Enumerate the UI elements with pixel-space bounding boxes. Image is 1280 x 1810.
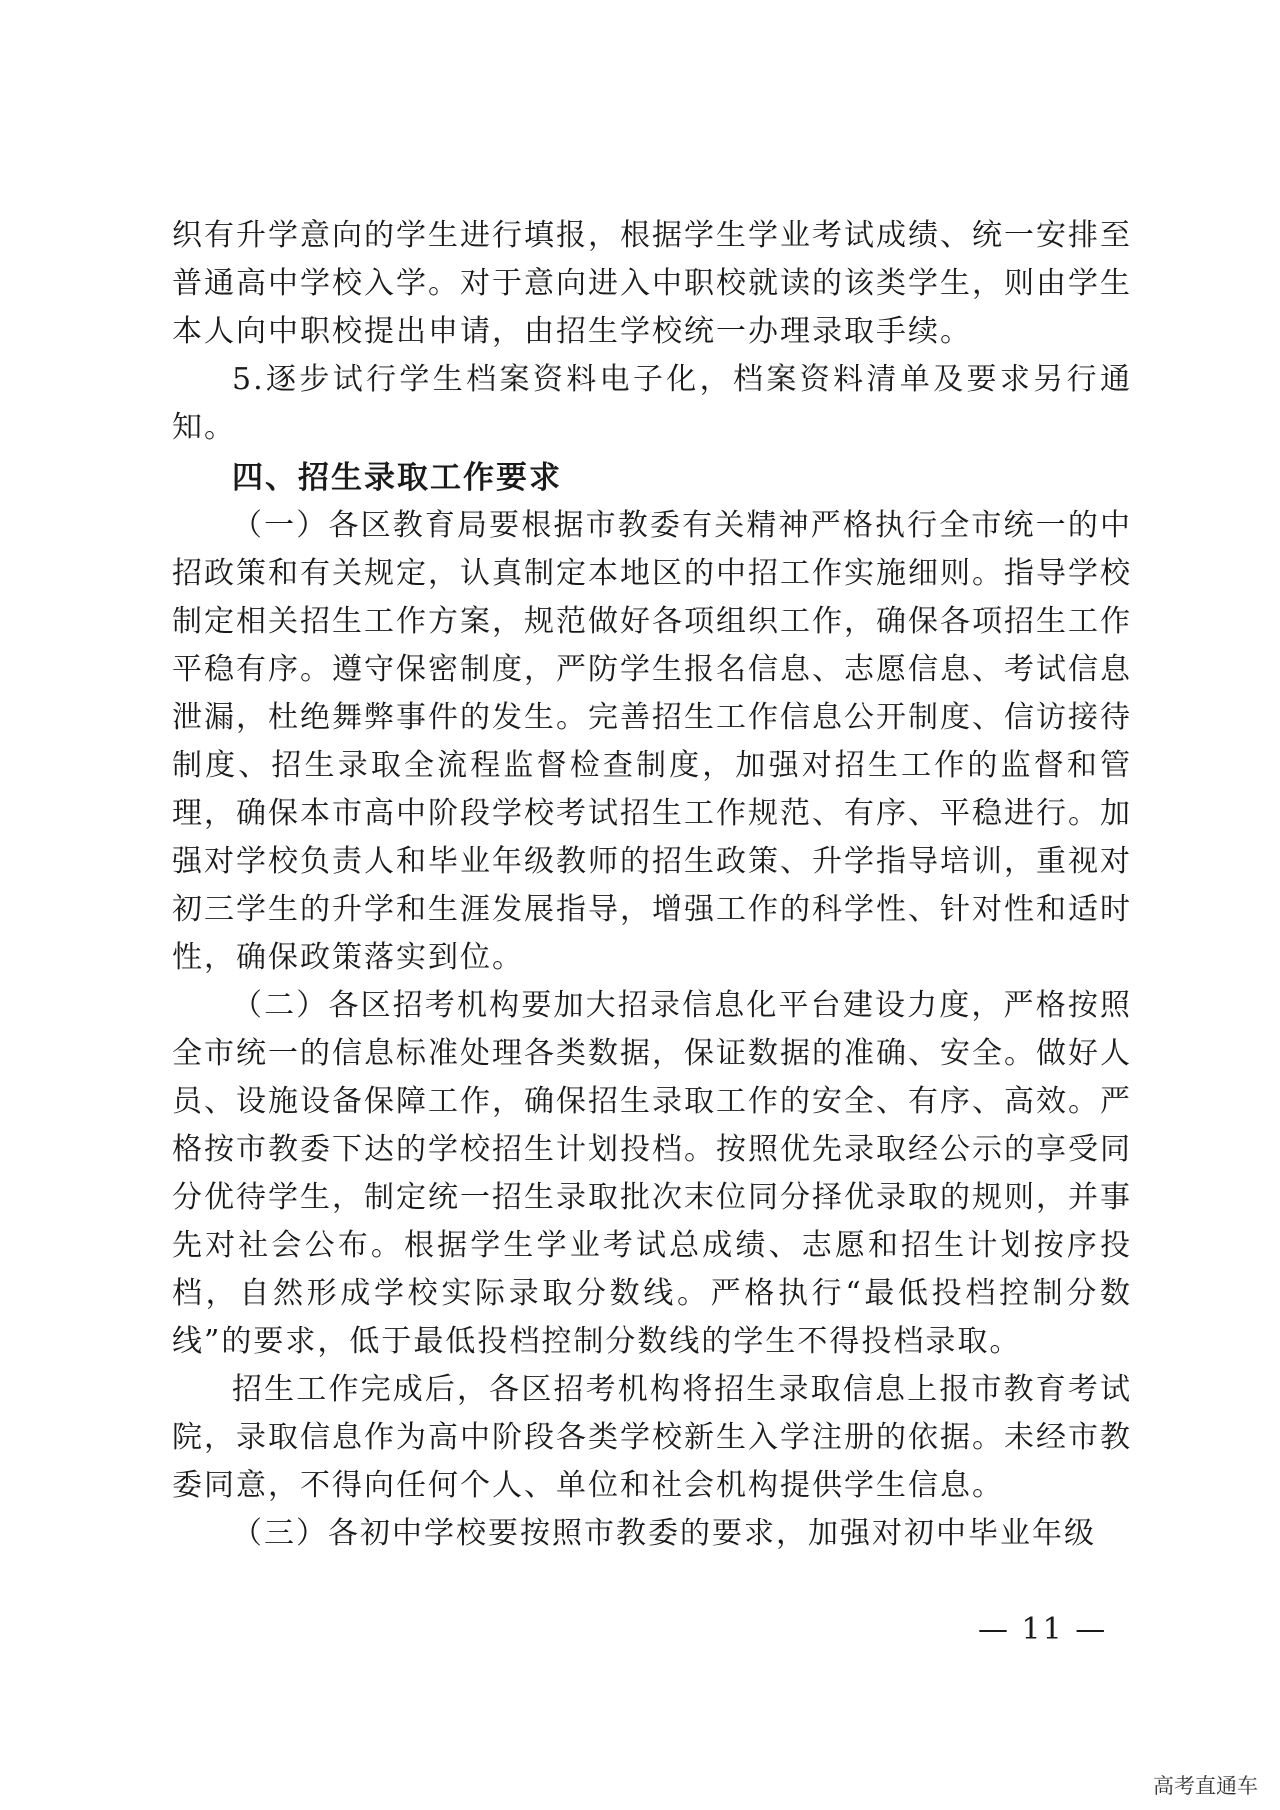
paragraph-after-enrollment: 招生工作完成后，各区招考机构将招生录取信息上报市教育考试院，录取信息作为高中阶段各类学校新生入学注册的依据。未经市教委同意，不得向任何个人、单位和社会机构提供学生信息。 (172, 1372, 1132, 1503)
document-body (172, 212, 1132, 1558)
paragraph-continuation: 织有升学意向的学生进行填报，根据学生学业考试成绩、统一安排至普通高中学校入学。对于意向进入中职校就读的该类学生，则由学生本人向中职校提出申请，由招生学校统一办理录取手续。 (172, 218, 1132, 349)
section-heading: 四、招生录取工作要求 (232, 460, 562, 496)
paragraph-item-5: 5.逐步试行学生档案资料电子化，档案资料清单及要求另行通知。 (172, 362, 1132, 445)
page-number: — 11 — (978, 1612, 1108, 1647)
paragraph-section-2: （二）各区招考机构要加大招录信息化平台建设力度，严格按照全市统一的信息标准处理各类数据，保证数据的准确、安全。做好人员、设施设备保障工作，确保招生录取工作的安全、有序、高效。严格按市教委下达的学校招生计划投档。按照优先录取经公示的享受同分优待学生，制定统一招生录取批次末位同分择优录取的规则，并事先对社会公布。根据学生学业考试总成绩、志愿和招生计划按序投档，自然形成学校实际录取分数线。严格执行“最低投档控制分数线”的要求，低于最低投档控制分数线的学生不得投档录取。 (172, 988, 1132, 1359)
paragraph-section-1: （一）各区教育局要根据市教委有关精神严格执行全市统一的中招政策和有关规定，认真制定本地区的中招工作实施细则。指导学校制定相关招生工作方案，规范做好各项组织工作，确保各项招生工作平稳有序。遵守保密制度，严防学生报名信息、志愿信息、考试信息泄漏，杜绝舞弊事件的发生。完善招生工作信息公开制度、信访接待制度、招生录取全流程监督检查制度，加强对招生工作的监督和管理，确保本市高中阶段学校考试招生工作规范、有序、平稳进行。加强对学校负责人和毕业年级教师的招生政策、升学指导培训，重视对初三学生的升学和生涯发展指导，增强工作的科学性、针对性和适时性，确保政策落实到位。 (172, 508, 1132, 975)
watermark-text: 高考直通车 (1153, 1774, 1258, 1798)
paragraph-section-3: （三）各初中学校要按照市教委的要求，加强对初中毕业年级 (232, 1516, 1096, 1551)
